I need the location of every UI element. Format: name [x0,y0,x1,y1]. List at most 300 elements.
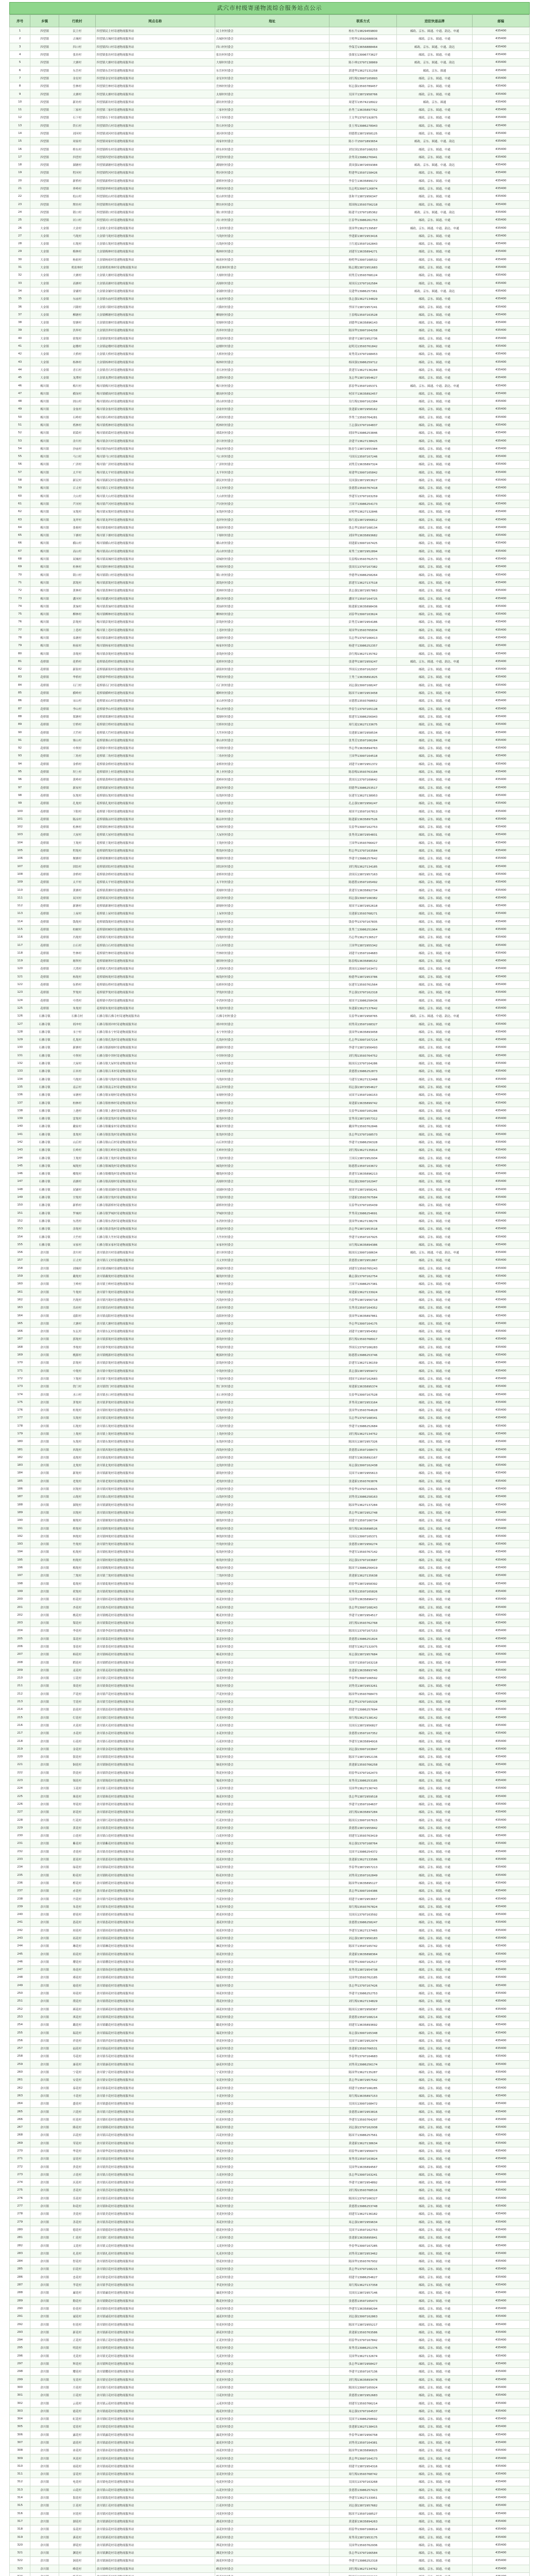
cell-postcode: 435400 [472,1785,529,1792]
cell-station-name: 余川镇乐花村寄递物流服务站 [95,2194,215,2202]
cell-station-name: 余川镇老垅村寄递物流服务站 [95,1477,215,1485]
cell-station-name: 余川镇耀花村寄递物流服务站 [95,2368,215,2376]
cell-brands: 邮政、京东、圆通、中通 [397,1611,472,1619]
cell-brands: 邮政、京东、圆通、中通 [397,1036,472,1044]
cell-index: 226 [10,1800,30,1808]
cell-town: 余川镇 [30,1800,59,1808]
cell-station-name: 余川镇信花村寄递物流服务站 [95,2265,215,2273]
cell-brands: 邮政、京东、圆通、中通 [397,523,472,531]
cell-station-name: 余川镇璐花村寄递物流服务站 [95,2021,215,2029]
cell-index: 228 [10,1816,30,1824]
cell-address: 大湾村村委会 [215,965,329,973]
cell-brands: 邮政、京东、圆通、中通 [397,689,472,697]
cell-village: 芦花村 [59,1690,95,1698]
cell-brands: 邮政、京东、圆通、中通 [397,2131,472,2139]
cell-contact: 胡春华13997162517 [329,1958,397,1965]
cell-village: 上港村 [59,1107,95,1114]
cell-brands: 邮政、京东、圆通、中通 [397,2060,472,2068]
cell-index: 33 [10,279,30,287]
cell-index: 204 [10,1627,30,1635]
cell-address: 田垅村村委会 [215,1509,329,1516]
cell-index: 240 [10,1910,30,1918]
cell-index: 86 [10,697,30,705]
table-row [10,1682,530,1690]
cell-address: 松林村村委会 [215,823,329,831]
cell-village: 梨花村 [59,1619,95,1626]
cell-index: 315 [10,2502,30,2510]
cell-postcode: 435400 [472,232,529,240]
cell-address: 百丈村村委会 [215,1257,329,1264]
table-row [10,2438,530,2446]
cell-brands: 邮政、京东、圆通、中通 [397,1524,472,1532]
cell-postcode: 435400 [472,2557,529,2565]
cell-town: 大金镇 [30,232,59,240]
cell-contact: 陈国平13986256419 [329,1564,397,1571]
cell-village: 山垅村 [59,1493,95,1501]
cell-postcode: 435400 [472,2100,529,2108]
cell-contact: 黄志华13997164173 [329,2454,397,2462]
cell-address: 荷垅村村委会 [215,1587,329,1595]
cell-station-name: 梅川镇横岗村寄递物流服务站 [95,389,215,397]
cell-village: 粉花村 [59,1871,95,1879]
table-row [10,2352,530,2360]
cell-postcode: 435400 [472,1375,529,1382]
cell-contact: 黄志华13797168215 [329,2265,397,2273]
cell-address: 伍垅村村委会 [215,791,329,799]
cell-station-name: 花桥镇黄塘村寄递物流服务站 [95,886,215,894]
cell-address: 孔垅村村委会 [215,800,329,807]
cell-contact: 郑国栋13593756218 [329,200,397,208]
cell-address: 杨祖村村委会 [215,256,329,263]
page-title: 武穴市村级寄递物流综合服务站点公示 [9,2,530,14]
cell-village: 潭花村 [59,2541,95,2549]
cell-index: 32 [10,272,30,279]
cell-brands: 邮政、京东、圆通、中通 [397,1596,472,1603]
cell-address: 宋山村村委会 [215,697,329,705]
table-row [10,744,530,752]
table-row [10,1887,530,1895]
cell-postcode: 435400 [472,2454,529,2462]
cell-town: 余川镇 [30,1335,59,1343]
cell-village: 老垅村 [59,1477,95,1485]
cell-brands: 邮政、京东、圆通、中通、韵达、申通 [397,1012,472,1020]
table-row [10,910,530,918]
cell-index: 26 [10,224,30,232]
cell-postcode: 435400 [472,1422,529,1430]
cell-town: 余川镇 [30,2171,59,2178]
cell-village: 大塘村 [59,1319,95,1327]
table-row [10,547,530,555]
cell-index: 249 [10,1981,30,1989]
cell-index: 27 [10,232,30,240]
cell-village: 喜花村 [59,2187,95,2194]
cell-contact: 周国平13986258436 [329,996,397,1004]
cell-village: 大桥村 [59,350,95,358]
cell-village: 冯垅村 [59,1296,95,1303]
table-row [10,949,530,957]
table-row [10,1201,530,1209]
table-row [10,1556,530,1564]
cell-address: 隆花村村委会 [215,2123,329,2131]
cell-postcode: 435400 [472,618,529,626]
cell-station-name: 花桥镇双河村寄递物流服务站 [95,894,215,902]
cell-town: 花桥镇 [30,823,59,831]
cell-postcode: 435400 [472,1910,529,1918]
cell-postcode: 435400 [472,1052,529,1059]
cell-village: 北垅村 [59,1462,95,1469]
cell-brands: 邮政、京东、圆通、中通、韵达 [397,208,472,216]
cell-postcode: 435400 [472,1233,529,1241]
cell-town: 余川镇 [30,1698,59,1705]
cell-village: 大屋村 [59,831,95,839]
cell-postcode: 435400 [472,610,529,618]
cell-address: 琅花村村委会 [215,1950,329,1958]
table-row [10,2470,530,2478]
cell-town: 余川镇 [30,1343,59,1351]
cell-brands: 邮政、京东、圆通、中通 [397,1871,472,1879]
cell-station-name: 余川镇青花村寄递物流服务站 [95,1848,215,1855]
cell-village: 桥东村 [59,145,95,153]
cell-village: 张垅村 [59,1130,95,1138]
cell-address: 塘垅村村委会 [215,1517,329,1524]
cell-village: 大塘村 [59,59,95,66]
cell-brands: 邮政、京东、圆通、中通 [397,1477,472,1485]
cell-station-name: 大金镇大桥村寄递物流服务站 [95,350,215,358]
table-row [10,760,530,768]
cell-address: 楼垅村村委会 [215,1170,329,1178]
cell-station-name: 梅川镇横山村寄递物流服务站 [95,539,215,547]
table-row [10,1903,530,1910]
cell-town: 梅川镇 [30,595,59,602]
cell-address: 碧花村村委会 [215,1910,329,1918]
cell-town: 余川镇 [30,1690,59,1698]
table-row [10,2249,530,2257]
cell-address: 冰花村村委会 [215,2447,329,2454]
cell-station-name: 余川镇翡花村寄递物流服务站 [95,1919,215,1926]
cell-postcode: 435400 [472,1934,529,1942]
table-row [10,1249,530,1257]
cell-contact: 何国平13635892457 [329,389,397,397]
cell-address: 贵花村村委会 [215,2163,329,2171]
cell-contact: 刘秀英13597162849 [329,1871,397,1879]
cell-contact: 冯春华13872956718 [329,1296,397,1303]
cell-contact: 李国庆13597162937 [329,666,397,673]
cell-postcode: 435400 [472,1020,529,1028]
cell-town: 梅川镇 [30,642,59,650]
cell-village: 新桥村 [59,177,95,184]
cell-postcode: 435400 [472,1596,529,1603]
cell-brands: 邮政、京东、圆通、中通 [397,2383,472,2391]
cell-address: 双铺村村委会 [215,1185,329,1193]
cell-address: 杨家村村委会 [215,642,329,650]
table-row [10,327,530,334]
cell-village: 张榜村 [59,523,95,531]
table-row [10,2060,530,2068]
table-row [10,184,530,192]
cell-index: 118 [10,949,30,957]
cell-village: 上垅村 [59,1430,95,1437]
cell-index: 310 [10,2462,30,2470]
cell-village: 桥垅村 [59,1524,95,1532]
cell-index: 2 [10,35,30,43]
cell-contact: 胡春华13997166814 [329,2526,397,2533]
cell-station-name: 余川镇兴花村寄递物流服务站 [95,2108,215,2115]
cell-index: 277 [10,2202,30,2210]
cell-brands: 邮政、京东、圆通、中通 [397,2565,472,2572]
table-row [10,1453,530,1461]
cell-station-name: 石佛寺镇宋家村寄递物流服务站 [95,1241,215,1248]
table-row [10,681,530,689]
table-row [10,1083,530,1091]
cell-station-name: 四望镇张坊村寄递物流服务站 [95,50,215,58]
cell-index: 211 [10,1682,30,1690]
cell-address: 黄花村村委会 [215,1824,329,1832]
cell-station-name: 余川镇瑜花村寄递物流服务站 [95,1981,215,1989]
cell-index: 61 [10,500,30,507]
cell-village: 周家村 [59,138,95,145]
cell-village: 长岭村 [59,1146,95,1154]
cell-town: 梅川镇 [30,445,59,452]
cell-station-name: 梅川镇高山村寄递物流服务站 [95,547,215,555]
cell-index: 162 [10,1296,30,1303]
cell-station-name: 花桥镇金桥村寄递物流服务站 [95,760,215,768]
cell-village: 茅垅村 [59,1398,95,1406]
table-row [10,2423,530,2431]
cell-station-name: 大金镇马垅村寄递物流服务站 [95,232,215,240]
cell-village: 柏垅村 [59,1556,95,1564]
cell-address: 古城村村委会 [215,35,329,43]
cell-village: 星花村 [59,2376,95,2383]
cell-station-name: 花桥镇黄岭村寄递物流服务站 [95,776,215,784]
table-row [10,2407,530,2415]
cell-address: 翠花村村委会 [215,1800,329,1808]
cell-brands: 邮政、京东、圆通、中通 [397,2486,472,2494]
cell-town: 余川镇 [30,2108,59,2115]
cell-index: 306 [10,2431,30,2438]
cell-address: 大塘村村委会 [215,1319,329,1327]
header-station-name: 网点名称 [95,15,215,27]
cell-town: 石佛寺镇 [30,1099,59,1107]
cell-brands: 邮政、京东、圆通、中通 [397,1004,472,1012]
cell-postcode: 435400 [472,43,529,50]
cell-index: 264 [10,2100,30,2108]
table-row [10,1469,530,1477]
cell-postcode: 435400 [472,2447,529,2454]
cell-village: 金星村 [59,74,95,82]
cell-postcode: 435400 [472,2218,529,2226]
cell-postcode: 435400 [472,1272,529,1280]
cell-postcode: 435400 [472,129,529,137]
cell-index: 239 [10,1903,30,1910]
cell-contact: 张建新13872958162 [329,405,397,413]
cell-address: 琪花村村委会 [215,2013,329,2021]
cell-station-name: 余川镇瑞花村寄递物流服务站 [95,2029,215,2037]
cell-brands: 邮政、京东、圆通、中通 [397,1020,472,1028]
table-row [10,1603,530,1611]
cell-brands: 邮政、京东、圆通、中通 [397,1052,472,1059]
cell-index: 314 [10,2494,30,2501]
cell-village: 霜花村 [59,2438,95,2446]
cell-brands: 邮政、京东、圆通、中通 [397,555,472,563]
cell-town: 余川镇 [30,1359,59,1367]
cell-station-name: 余川镇江花村寄递物流服务站 [95,2502,215,2510]
cell-postcode: 435400 [472,2399,529,2407]
table-row [10,2265,530,2273]
cell-town: 余川镇 [30,1296,59,1303]
cell-brands: 邮政、京东、圆通、中通、韵达、申通 [397,27,472,35]
cell-town: 石佛寺镇 [30,1209,59,1217]
cell-address: 霓花村村委会 [215,2423,329,2431]
cell-address: 黄林村村委会 [215,587,329,595]
cell-station-name: 梅川镇郭垅村寄递物流服务站 [95,579,215,586]
cell-contact: 吴建新13593768271 [329,910,397,918]
cell-address: 忠花村村委会 [215,2273,329,2281]
cell-brands: 邮政、京东、圆通、中通 [397,1462,472,1469]
cell-brands: 邮政、京东、圆通、中通 [397,1769,472,1776]
cell-postcode: 435400 [472,2084,529,2092]
cell-brands: 邮政、京东、圆通、中通 [397,2115,472,2123]
table-row [10,1383,530,1391]
cell-town: 花桥镇 [30,973,59,980]
cell-village: 雨花村 [59,2462,95,2470]
cell-address: 泉塘村村委会 [215,634,329,641]
cell-village: 金花村 [59,1745,95,1753]
cell-village: 瑜花村 [59,1981,95,1989]
cell-town: 余川镇 [30,2407,59,2415]
cell-town: 余川镇 [30,2187,59,2194]
cell-address: 太平村村委会 [215,468,329,476]
table-row [10,1721,530,1729]
cell-station-name: 余川镇璞花村寄递物流服务站 [95,1997,215,2005]
cell-town: 余川镇 [30,1477,59,1485]
table-row [10,122,530,129]
cell-brands: 邮政、京东、圆通、中通 [397,1225,472,1233]
cell-station-name: 花桥镇官桥村寄递物流服务站 [95,721,215,728]
cell-brands: 邮政、京东、圆通、中通 [397,1217,472,1225]
table-row [10,1501,530,1509]
cell-index: 259 [10,2060,30,2068]
cell-village: 罗垅村 [59,989,95,996]
cell-contact: 吴国庆13797163268 [329,2478,397,2486]
cell-index: 297 [10,2360,30,2367]
cell-station-name: 余川镇大塘村寄递物流服务站 [95,1319,215,1327]
cell-contact: 陈国庆13797164286 [329,1059,397,1067]
cell-index: 149 [10,1193,30,1201]
cell-brands: 邮政、京东、圆通、中通 [397,1241,472,1248]
cell-station-name: 花桥镇王垅村寄递物流服务站 [95,839,215,846]
cell-town: 余川镇 [30,2376,59,2383]
cell-contact: 孙秀兰13635897762 [329,106,397,113]
cell-village: 中垅村 [59,1367,95,1375]
cell-station-name: 余川镇月花村寄递物流服务站 [95,2383,215,2391]
cell-station-name: 余川镇昌花村寄递物流服务站 [95,2131,215,2139]
cell-brands: 邮政、京东、圆通、中通 [397,2068,472,2076]
table-row [10,59,530,66]
cell-station-name [95,2572,215,2576]
cell-brands: 邮政、京东、圆通、中通、韵达 [397,59,472,66]
cell-index: 198 [10,1580,30,1587]
cell-address: 堰塘村村委会 [215,855,329,862]
cell-postcode: 435400 [472,66,529,74]
cell-postcode: 435400 [472,1903,529,1910]
cell-contact: 黄德胜13986252873 [329,1067,397,1075]
cell-village: 雷垅村 [59,1114,95,1122]
cell-town: 梅川镇 [30,555,59,563]
cell-contact: 陈国庆13872957326 [329,1438,397,1446]
cell-postcode: 435400 [472,1114,529,1122]
table-row [10,2076,530,2084]
cell-town: 花桥镇 [30,980,59,988]
table-row [10,618,530,626]
cell-town: 梅川镇 [30,484,59,492]
cell-brands: 邮政、京东、圆通、中通 [397,2171,472,2178]
cell-brands: 邮政、京东、圆通、中通 [397,1201,472,1209]
cell-address: 菜花村村委会 [215,1635,329,1642]
cell-contact: 吴春华13997167528 [329,1391,397,1398]
table-row [10,626,530,634]
cell-village: 民主村 [59,27,95,35]
cell-town: 四望镇 [30,184,59,192]
cell-town: 大金镇 [30,350,59,358]
table-row [10,476,530,484]
cell-address: 寨山村村委会 [215,736,329,744]
cell-station-name: 余川镇牛垅村寄递物流服务站 [95,1288,215,1296]
cell-station-name: 石佛寺镇高塘村寄递物流服务站 [95,1178,215,1185]
cell-town: 花桥镇 [30,941,59,949]
cell-contact: 彭秀芳13872954186 [329,618,397,626]
cell-postcode: 435400 [472,1682,529,1690]
cell-index: 44 [10,366,30,374]
cell-village: 东垅村 [59,1438,95,1446]
cell-village: 石下村 [59,114,95,122]
cell-station-name: 余川镇康花村寄递物流服务站 [95,2060,215,2068]
cell-index: 17 [10,153,30,161]
cell-index: 104 [10,839,30,846]
header-village: 行政村 [59,15,95,27]
cell-index: 282 [10,2242,30,2249]
cell-contact: 张建新13627138415 [329,2423,397,2431]
cell-brands: 邮政、京东、圆通、中通 [397,650,472,657]
cell-index: 224 [10,1785,30,1792]
cell-index: 71 [10,579,30,586]
cell-index: 99 [10,800,30,807]
cell-village: 河垅村 [59,1485,95,1493]
cell-station-name: 余川镇赤花村寄递物流服务站 [95,1887,215,1895]
cell-station-name: 余川镇溪花村寄递物流服务站 [95,2533,215,2541]
table-row [10,74,530,82]
cell-postcode: 435400 [472,634,529,641]
cell-town: 花桥镇 [30,831,59,839]
cell-index: 128 [10,1028,30,1036]
cell-contact: 胡建平13597166285 [329,2084,397,2092]
cell-village: 美花村 [59,2210,95,2218]
cell-brands: 邮政、京东、圆通、中通 [397,2289,472,2297]
cell-postcode: 435400 [472,389,529,397]
table-row [10,1524,530,1532]
cell-index: 285 [10,2265,30,2273]
table-row [10,2108,530,2115]
table-row [10,318,530,326]
cell-town: 余川镇 [30,1950,59,1958]
cell-postcode: 435400 [472,1004,529,1012]
cell-contact: 吴国平13872958766 [329,90,397,98]
cell-brands: 邮政、京东、圆通、中通 [397,500,472,507]
cell-brands: 邮政、京东、圆通、中通 [397,1193,472,1201]
table-body [10,27,530,2576]
cell-town: 大金镇 [30,342,59,350]
cell-address: 光花村村委会 [215,2352,329,2360]
cell-brands: 邮政、京东、圆通、中通 [397,1509,472,1516]
